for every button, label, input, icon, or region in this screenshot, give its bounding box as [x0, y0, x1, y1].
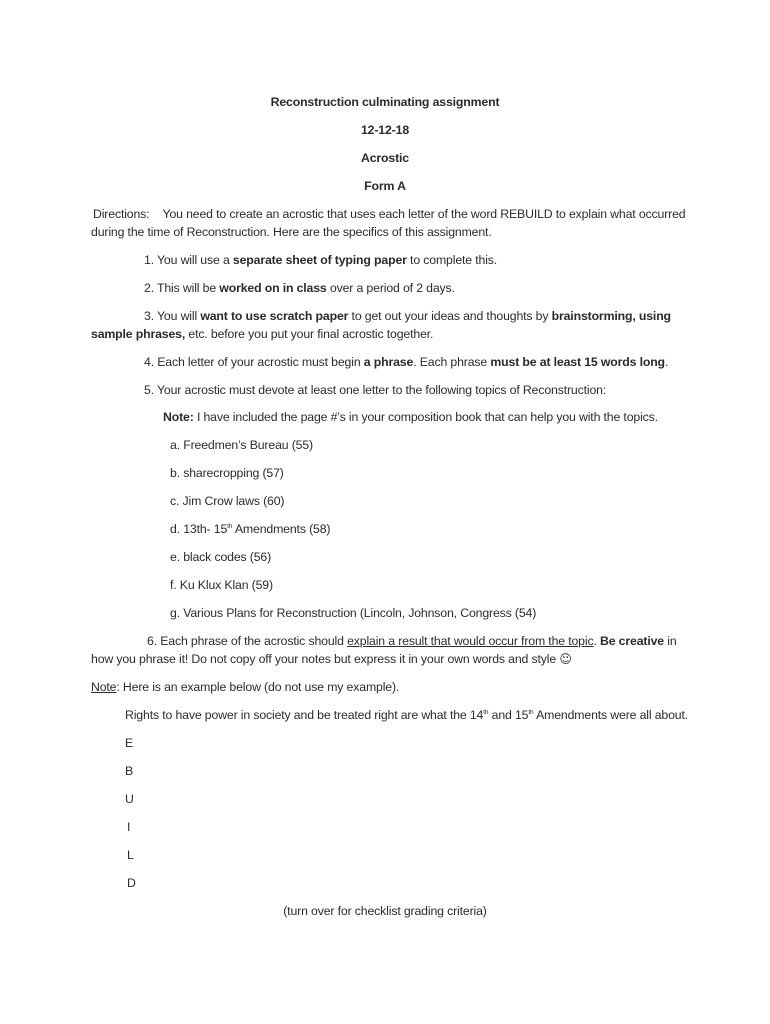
smiley-icon: ☺ [559, 652, 572, 666]
item-3-line-1: 3. You will want to use scratch paper to get out your ideas and thoughts by brainstorming, using [144, 309, 671, 323]
subtitle: Acrostic [360, 151, 409, 165]
topic-e: e. black codes (56) [170, 550, 272, 564]
directions-line-1 [93, 206, 685, 222]
item-2: 2. This will be worked on in class over a period of 2 days. [144, 281, 455, 295]
acrostic-letter-d: D [127, 876, 136, 890]
item-4: 4. Each letter of your acrostic must begin a phrase. Each phrase must be at least 15 words long. [144, 355, 669, 369]
acrostic-letter-e: E [125, 736, 134, 750]
topic-g: g. Various Plans for Reconstruction (Lincoln, Johnson, Congress (54) [170, 606, 537, 620]
acrostic-letter-u: U [125, 792, 134, 806]
example-sentence: Rights to have power in society and be treated right are what the 14th and 15th Amendments were all about. [125, 708, 689, 722]
directions-line-2: during the time of Reconstruction. Here are the specifics of this assignment. [91, 225, 492, 239]
topic-d: d. 13th- 15th Amendments (58) [170, 522, 331, 536]
topic-a: a. Freedmen’s Bureau (55) [170, 438, 313, 452]
note-example: Note: Here is an example below (do not use my example). [91, 680, 400, 694]
form-label: Form A [364, 179, 406, 193]
item-6-line-2: how you phrase it! Do not copy off your notes but express it in your own words and style ☺ [91, 652, 572, 666]
page-title: Reconstruction culminating assignment [270, 95, 500, 109]
date: 12-12-18 [360, 123, 410, 137]
item-5: 5. Your acrostic must devote at least one letter to the following topics of Reconstruction: [144, 383, 607, 397]
topic-f: f. Ku Klux Klan (59) [170, 578, 273, 592]
acrostic-letter-l: L [127, 848, 134, 862]
item-6-line-1: 6. Each phrase of the acrostic should explain a result that would occur from the topic. Be creative in [147, 634, 677, 648]
item-1: 1. You will use a separate sheet of typing paper to complete this. [144, 253, 498, 267]
note-pages: Note: I have included the page #’s in your composition book that can help you with the topics. [163, 410, 658, 424]
item-3-line-2: sample phrases, etc. before you put your final acrostic together. [91, 327, 434, 341]
topic-c: c. Jim Crow laws (60) [170, 494, 285, 508]
directions-label: Directions: [93, 207, 150, 221]
directions-text-1: You need to create an acrostic that uses each letter of the word REBUILD to explain what occurred [162, 207, 686, 221]
footer-note: (turn over for checklist grading criteria) [283, 904, 487, 918]
topic-b: b. sharecropping (57) [170, 466, 284, 480]
acrostic-letter-i: I [127, 820, 131, 834]
acrostic-letter-b: B [125, 764, 134, 778]
